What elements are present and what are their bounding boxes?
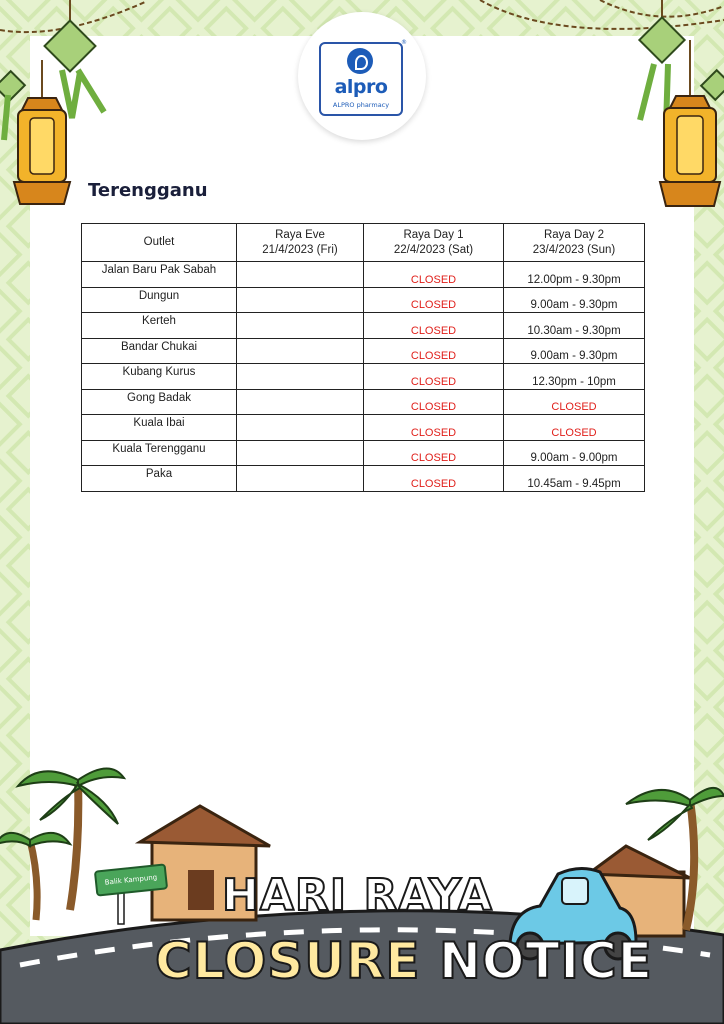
raya-eve-hours — [237, 287, 364, 313]
banner-title-notice: NOTICE — [438, 932, 653, 990]
raya-day1-hours: CLOSED — [364, 338, 504, 364]
banner-title-line1: HARI RAYA — [222, 870, 493, 921]
raya-eve-hours — [237, 440, 364, 466]
header-raya-day1 — [364, 224, 504, 262]
raya-day1-hours: CLOSED — [364, 466, 504, 492]
table-row — [82, 440, 645, 466]
raya-day2-hours: CLOSED — [504, 389, 645, 415]
raya-day1-hours: CLOSED — [364, 262, 504, 288]
raya-eve-hours — [237, 313, 364, 339]
signpost-pole — [118, 890, 124, 924]
header-raya-day2 — [504, 224, 645, 262]
raya-day2-hours: 10.30am - 9.30pm — [504, 313, 645, 339]
header-date: 23/4/2023 (Sun) — [532, 243, 616, 256]
table-row — [82, 364, 645, 390]
outlet-name: Kuala Terengganu — [82, 440, 237, 466]
raya-day1-hours: CLOSED — [364, 364, 504, 390]
header-label: Raya Day 1 — [403, 228, 464, 241]
raya-day2-hours: 12.00pm - 9.30pm — [504, 262, 645, 288]
raya-day2-hours: 9.00am - 9.30pm — [504, 287, 645, 313]
raya-day1-hours: CLOSED — [364, 287, 504, 313]
outlet-name: Bandar Chukai — [82, 338, 237, 364]
header-date: 21/4/2023 (Fri) — [262, 243, 338, 256]
raya-eve-hours — [237, 262, 364, 288]
outlet-name: Paka — [82, 466, 237, 492]
raya-eve-hours — [237, 466, 364, 492]
table-row — [82, 313, 645, 339]
header-label: Raya Eve — [275, 228, 325, 241]
alpro-logo — [298, 12, 426, 140]
header-outlet — [82, 224, 237, 262]
header-date: 22/4/2023 (Sat) — [393, 243, 474, 256]
operating-hours-table — [81, 223, 645, 492]
outlet-name: Kubang Kurus — [82, 364, 237, 390]
raya-eve-hours — [237, 364, 364, 390]
registered-mark: ® — [401, 39, 407, 46]
raya-day2-hours: 10.45am - 9.45pm — [504, 466, 645, 492]
table-header-row — [82, 224, 645, 262]
raya-day1-hours: CLOSED — [364, 313, 504, 339]
logo-mark-icon — [347, 48, 373, 74]
palm-tree-left-icon — [0, 768, 124, 920]
raya-eve-hours — [237, 389, 364, 415]
header-outlet-label: Outlet — [143, 236, 175, 248]
raya-day2-hours: 9.00am - 9.00pm — [504, 440, 645, 466]
raya-day2-hours: CLOSED — [504, 415, 645, 441]
raya-day2-hours: 12.30pm - 10pm — [504, 364, 645, 390]
table-row — [82, 415, 645, 441]
table-row — [82, 287, 645, 313]
table-row — [82, 262, 645, 288]
outlet-name: Gong Badak — [82, 389, 237, 415]
logo-badge — [319, 42, 403, 116]
table-row — [82, 338, 645, 364]
logo-subtext: ALPRO pharmacy — [332, 101, 390, 109]
header-raya-eve — [237, 224, 364, 262]
raya-day2-hours: 9.00am - 9.30pm — [504, 338, 645, 364]
raya-day1-hours: CLOSED — [364, 440, 504, 466]
outlet-name: Kerteh — [82, 313, 237, 339]
outlet-name: Jalan Baru Pak Sabah — [82, 262, 237, 288]
raya-day1-hours: CLOSED — [364, 389, 504, 415]
outlet-name: Dungun — [82, 287, 237, 313]
balik-kampung-sign: Balik Kampung — [94, 863, 168, 896]
table-row — [82, 466, 645, 492]
outlet-name: Kuala Ibai — [82, 415, 237, 441]
banner-title-closure: CLOSURE — [155, 932, 421, 990]
table-row — [82, 389, 645, 415]
banner-title-line2 — [155, 932, 653, 990]
state-title: Terengganu — [88, 180, 208, 201]
header-label: Raya Day 2 — [543, 228, 605, 241]
raya-eve-hours — [237, 338, 364, 364]
raya-day1-hours: CLOSED — [364, 415, 504, 441]
raya-eve-hours — [237, 415, 364, 441]
logo-wordmark: alpro — [334, 76, 388, 98]
